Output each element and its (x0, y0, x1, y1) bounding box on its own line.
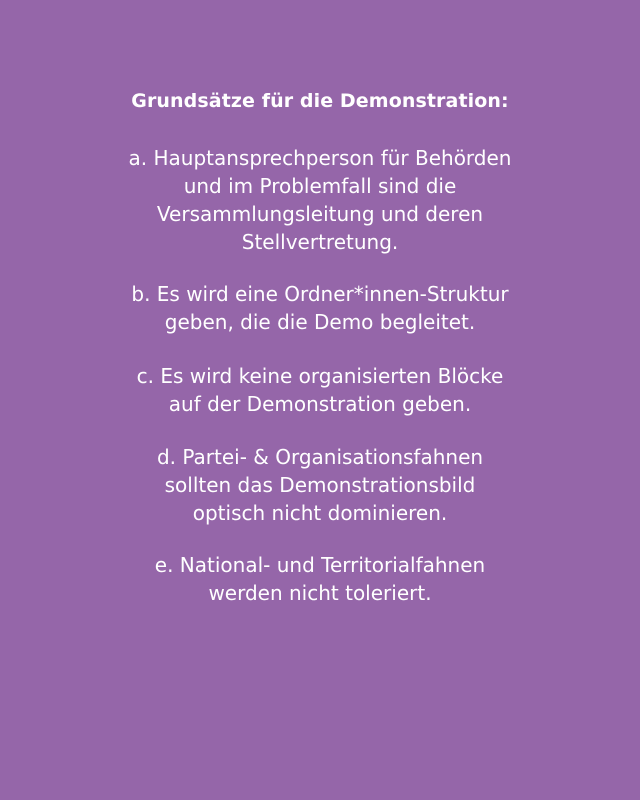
principle-c (0, 362, 640, 418)
principle-a (0, 144, 640, 256)
principle-e (0, 551, 640, 607)
principle-d-line-2: sollten das Demonstrationsbild (164, 473, 476, 497)
principle-e-line-1: e. National- und Territorialfahnen (154, 553, 486, 577)
principle-d-line-1: d. Partei- & Organisationsfahnen (156, 445, 484, 469)
principle-d-line-3: optisch nicht dominieren. (192, 501, 448, 525)
page-title: Grundsätze für die Demonstration: (131, 90, 509, 112)
principle-a-line-3: Versammlungsleitung und deren (156, 202, 484, 226)
principle-b-line-2: geben, die die Demo begleitet. (164, 310, 476, 334)
principle-b (0, 280, 640, 336)
principle-a-line-2: und im Problemfall sind die (183, 174, 457, 198)
principle-d (0, 443, 640, 527)
principle-b-line-1: b. Es wird eine Ordner*innen-Struktur (131, 282, 509, 306)
principle-a-line-4: Stellvertretung. (241, 230, 399, 254)
principle-c-line-2: auf der Demonstration geben. (168, 392, 472, 416)
principle-c-line-1: c. Es wird keine organisierten Blöcke (136, 364, 504, 388)
principle-a-line-1: a. Hauptansprechperson für Behörden (128, 146, 512, 170)
principle-e-line-2: werden nicht toleriert. (208, 581, 432, 605)
